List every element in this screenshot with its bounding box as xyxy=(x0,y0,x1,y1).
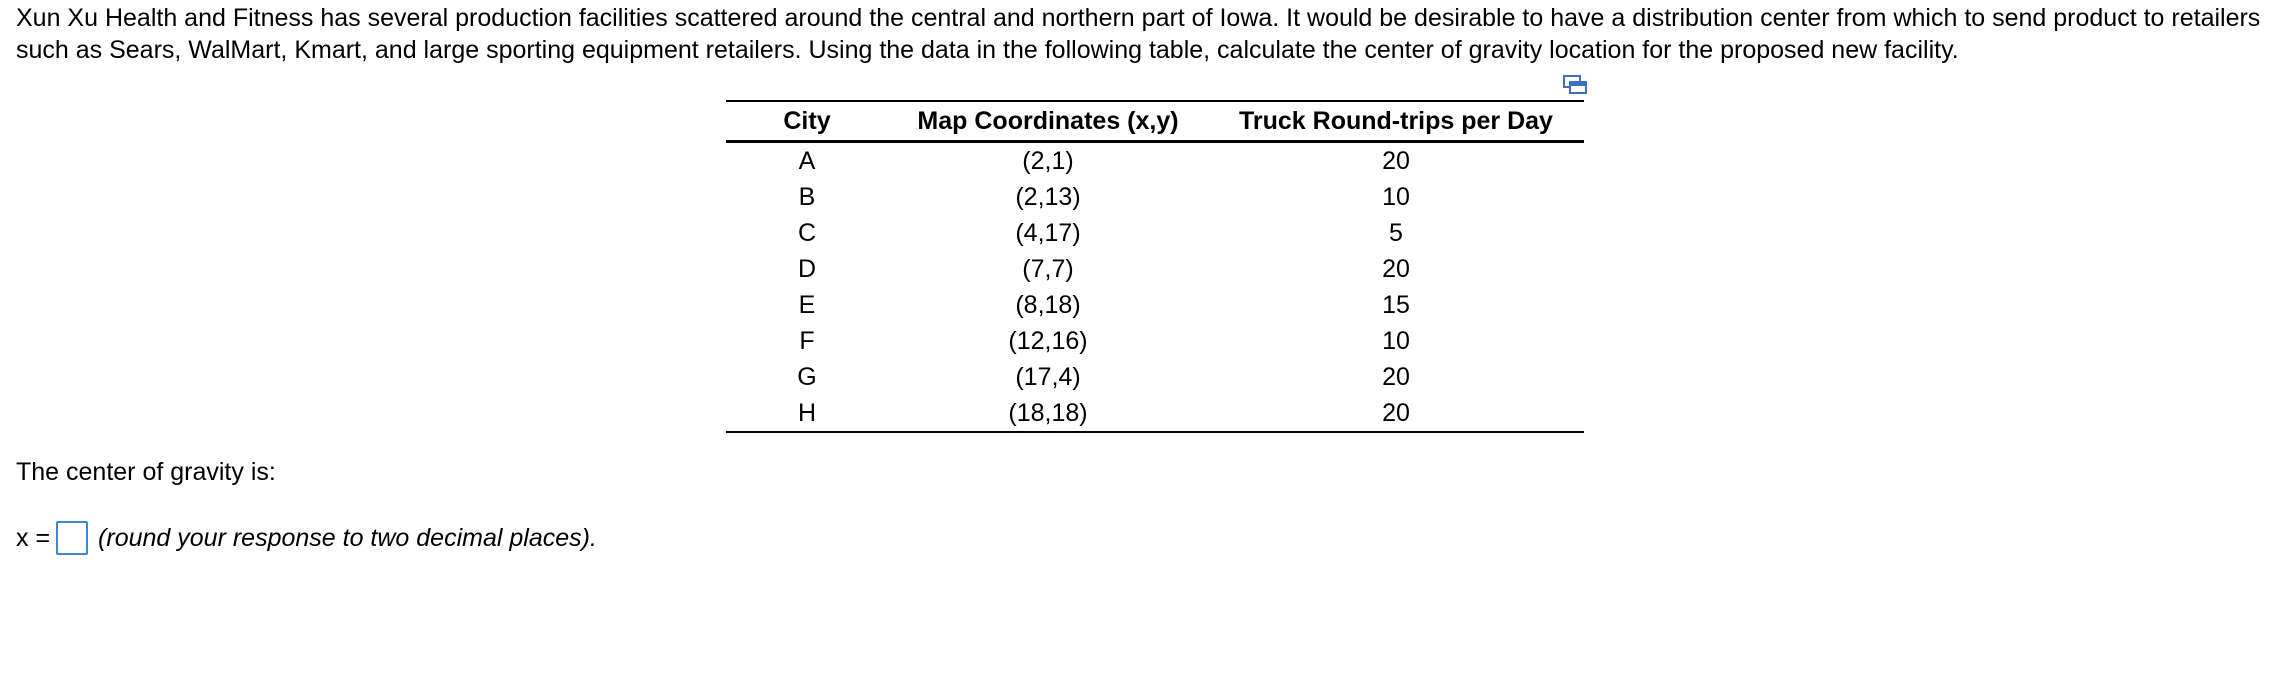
header-city: City xyxy=(726,101,888,142)
cell-city: E xyxy=(798,290,816,319)
table-row xyxy=(726,395,1584,432)
cell-city: H xyxy=(726,395,888,432)
cell-trips: 20 xyxy=(1382,146,1410,175)
cell-coordinates: (7,7) xyxy=(1022,254,1074,283)
table-row xyxy=(726,251,1584,287)
cell-trips: 15 xyxy=(1382,290,1410,319)
table-row xyxy=(726,142,1584,180)
table-row xyxy=(726,323,1584,359)
table-row xyxy=(726,179,1584,215)
table-row xyxy=(726,287,1584,323)
cell-city: G xyxy=(797,362,817,391)
cell-coordinates: (2,1) xyxy=(1022,146,1074,175)
facility-data-table xyxy=(726,100,1584,433)
cell-trips: 5 xyxy=(1389,218,1403,247)
cell-trips: 10 xyxy=(1382,326,1410,355)
header-coordinates: Map Coordinates (x,y) xyxy=(888,101,1208,142)
copy-table-icon[interactable] xyxy=(1562,74,1588,96)
cell-coordinates: (17,4) xyxy=(1015,362,1081,391)
cell-coordinates: (18,18) xyxy=(888,395,1208,432)
cell-coordinates: (2,13) xyxy=(1015,182,1081,211)
cell-city: F xyxy=(799,326,815,355)
table-row xyxy=(726,215,1584,251)
problem-statement: Xun Xu Health and Fitness has several production facilities scattered around the central and northern part of Iowa. It would be desirable to have a distribution center from which to send product to retailers such as Sears, WalMart, Kmart, and large sporting equipment retailers. Using the data in the following table, calculate the center of gravity location for the proposed new facility. xyxy=(16,4,2261,64)
cell-coordinates: (4,17) xyxy=(1015,218,1081,247)
rounding-hint: (round your response to two decimal places). xyxy=(98,523,597,552)
x-answer-input[interactable] xyxy=(56,521,88,555)
cell-trips: 10 xyxy=(1382,182,1410,211)
cell-city: B xyxy=(798,182,816,211)
cell-city: C xyxy=(797,218,817,247)
cell-coordinates: (12,16) xyxy=(1008,326,1088,355)
cell-city: A xyxy=(798,146,816,175)
x-variable-label: x = xyxy=(16,523,51,552)
header-trips: Truck Round-trips per Day xyxy=(1208,101,1584,142)
cell-trips: 20 xyxy=(1208,395,1584,432)
cell-trips: 20 xyxy=(1382,254,1410,283)
center-of-gravity-label: The center of gravity is: xyxy=(16,458,276,486)
cell-trips: 20 xyxy=(1382,362,1410,391)
answer-row xyxy=(16,518,597,558)
cell-city: D xyxy=(797,254,817,283)
table-header-row xyxy=(726,101,1584,142)
table-row xyxy=(726,359,1584,395)
cell-coordinates: (8,18) xyxy=(1015,290,1081,319)
